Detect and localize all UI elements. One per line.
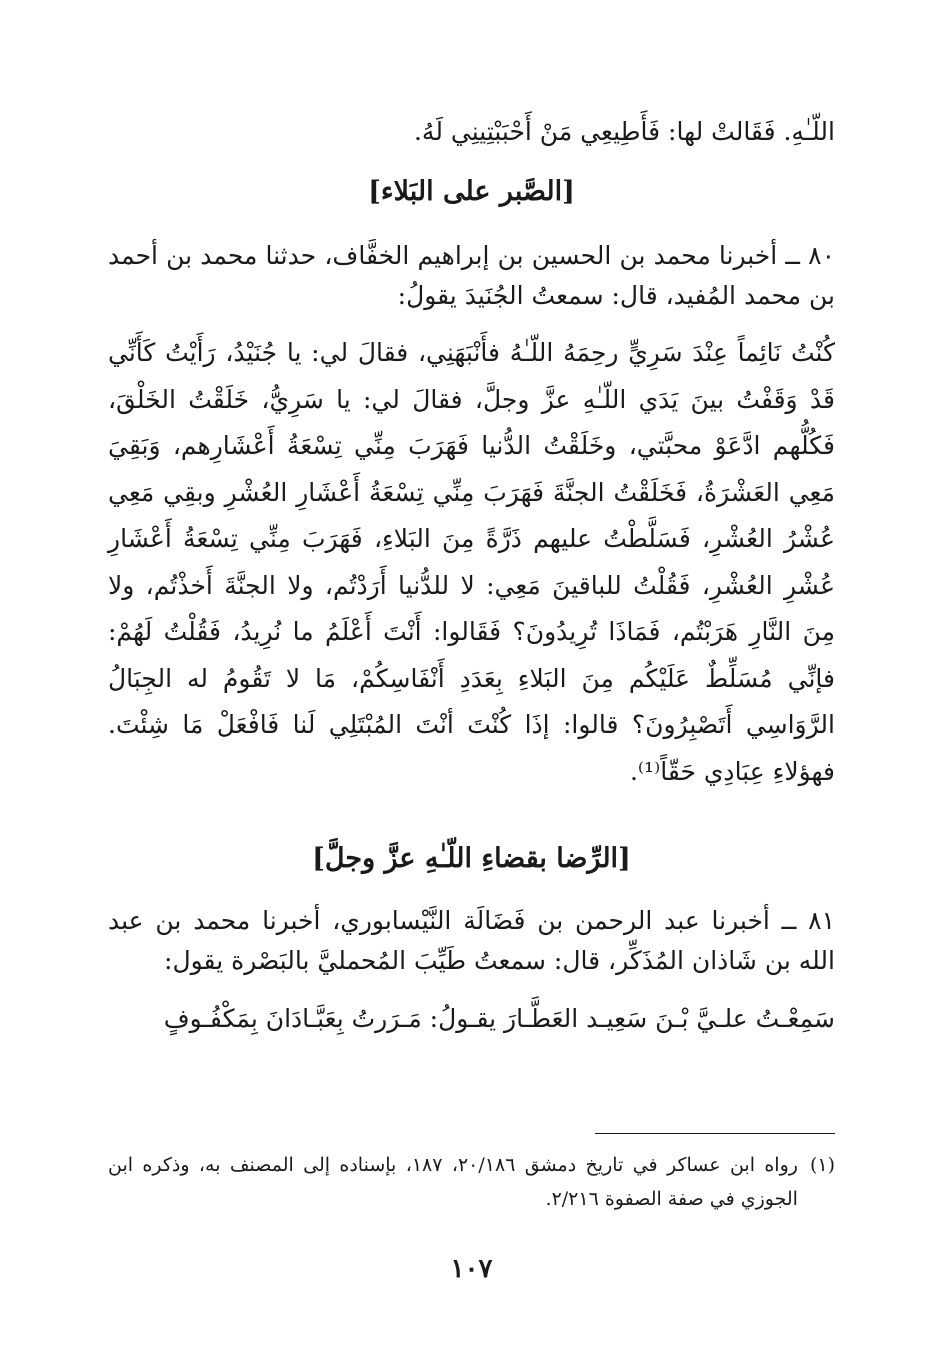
footnote-item bbox=[108, 1148, 835, 1216]
page-number: ١٠٧ bbox=[450, 1254, 493, 1284]
section-heading-contentment: [الرِّضا بقضاءِ اللّـٰهِ عزَّ وجلَّ] bbox=[312, 843, 631, 874]
footnote-text: رواه ابن عساكر في تاريخ دمشق ٢٠/١٨٦، ١٨٧، بإسناده إلى المصنف به، وذكره ابن الجوزي في صفة الصفوة ٢/٢١٦. bbox=[108, 1154, 798, 1210]
matn-81: سَمِعْـتُ علـيَّ بْـنَ سَعِيـد العَطَّـارَ يقـولُ: مَـرَرتُ بِعَبَّـادَانَ بِمَكْفُـوفٍ bbox=[163, 1004, 835, 1033]
matn-80: كُنْتُ نَائِماً عِنْدَ سَرِيٍّ رحِمَهُ اللّـٰهُ فأَنْبَهَنِي، فقالَ لي: يا جُنَيْدُ، رَأَيْتُ كَأَنِّي قَدْ وَقَفْتُ بينَ يَدَي اللّـٰهِ عزَّ وجلَّ، فقالَ لي: يا سَرِيُّ، خَلَقْتُ الخَلْقَ، فَكُلُّهم ادَّعَوْ محبَّتي، وخَلَقْتُ الدُّنيا فَهَرَبَ مِنِّي تِسْعَةُ أَعْشَارِهم، وَبَقِيَ مَعِي العَشْرَةُ، فَخَلَقْتُ الجنَّةَ فَهَرَبَ مِنِّي تِسْعَةُ أَعْشَارِ العُشْرِ وبقِي مَعِي عُشْرُ العُشْرِ، فَسَلَّطْتُ عليهم ذَرَّةً مِنَ البَلاءِ، فَهَرَبَ مِنِّي تِسْعَةُ أَعْشَارِ عُشْرِ العُشْرِ، فَقُلْتُ للباقينَ مَعِي: لا للدُّنيا أَرَدْتُم، ولا الجنَّةَ أَخذْتُم، ولا مِنَ النَّارِ هَرَبْتُم، فَمَاذَا تُرِيدُونَ؟ فَقَالوا: أَنْتَ أَعْلَمُ ما نُرِيدُ، فَقُلْتُ لَهُمْ: فإنِّي مُسَلِّطٌ عَلَيْكُم مِنَ البَلاءِ بِعَدَدِ أَنْفَاسِكُمْ، مَا لا تَقُومُ له الجِبَالُ الرَّوَاسِي أَتَصْبِرُونَ؟ قالوا: إذَا كُنْتَ أنْتَ المُبْتَلِي لَنا فَافْعَلْ مَا شِئْتَ. فهؤلاءِ عِبَادِي حَقّاً⁽¹⁾. bbox=[108, 338, 835, 786]
opening-line: اللّـٰهِ. فَقَالتْ لها: فَأَطِيعِي مَنْ أَحْبَبْتِينِي لَهُ. bbox=[413, 117, 835, 146]
isnad-80: ٨٠ ــ أخبرنا محمد بن الحسين بن إبراهيم الخفَّاف، حدثنا محمد بن أحمد بن محمد المُفيد، قال: سمعتُ الجُنَيدَ يقولُ: bbox=[108, 241, 835, 310]
footnote-divider bbox=[595, 1133, 835, 1134]
isnad-81: ٨١ ــ أخبرنا عبد الرحمن بن فَضَالَة النَّيْسابوري، أخبرنا محمد بن عبد الله بن شَاذان المُذَكِّر، قال: سمعتُ طَيِّبَ المُحمليَّ بالبَصْرة يقول: bbox=[108, 906, 835, 975]
section-heading-patience: [الصَّبر على البَلاء] bbox=[368, 176, 575, 207]
footnote-number: (١) bbox=[809, 1154, 835, 1176]
footnotes bbox=[108, 1148, 835, 1216]
